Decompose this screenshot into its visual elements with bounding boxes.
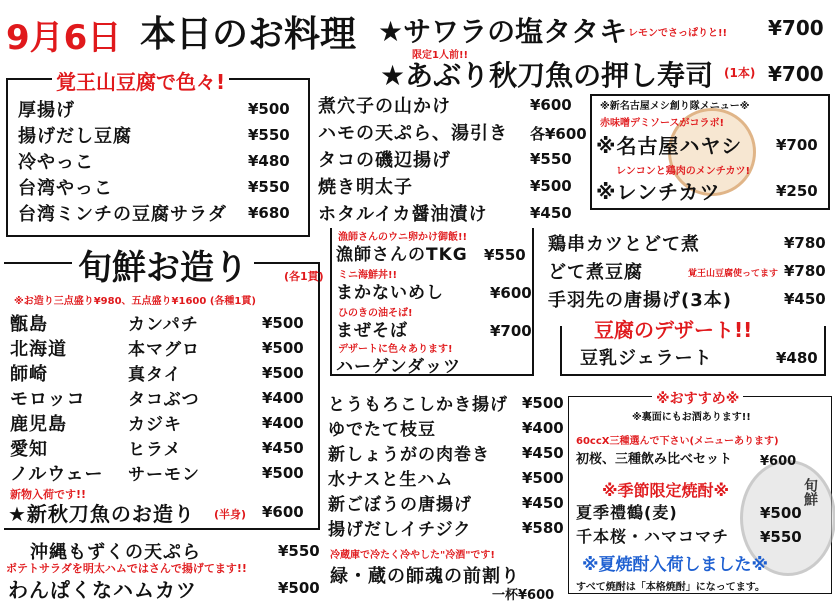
tofu-item-name: 冷やっこ xyxy=(18,152,94,173)
sashimi-price: ¥400 xyxy=(262,389,304,407)
mid1-item-name: ハモの天ぷら、湯引き xyxy=(318,123,508,144)
special2-note: 限定1人前!! xyxy=(412,50,469,61)
seasonal-title: ※季節限定焼酎※ xyxy=(602,481,730,500)
tofu-item-name: 台湾やっこ xyxy=(18,178,113,199)
sashimi-fish: カンパチ xyxy=(128,315,199,335)
nagoya-note-2: レンコンと鶏肉のメンチカツ! xyxy=(616,166,751,177)
tkg-item-2: まかないめし xyxy=(336,283,444,303)
special1-name: ★サワラの塩タタキ xyxy=(378,15,628,48)
summer-shochu: ※夏焼酎入荷しました※ xyxy=(582,555,769,575)
mid1-item-price: ¥550 xyxy=(530,150,572,168)
tkg-note-3: ひのきの油そば! xyxy=(338,308,413,319)
tofu-item-price: ¥550 xyxy=(248,178,290,196)
tofu-item-price: ¥480 xyxy=(248,152,290,170)
drinks-note-2: 60ccX三種選んで下さい(メニューあります) xyxy=(576,436,779,447)
mid1-item-name: タコの磯辺揚げ xyxy=(318,150,451,171)
tkg-note-2: ミニ海鮮丼!! xyxy=(338,270,398,281)
mid2-item-price: ¥500 xyxy=(522,469,564,487)
shochu-2-name: 千本桜・ハマコマチ xyxy=(576,527,730,546)
right-item-price: ¥780 xyxy=(784,234,826,252)
dessert-item: 豆乳ジェラート xyxy=(580,348,713,369)
tofu-item-price: ¥500 xyxy=(248,100,290,118)
sashimi-price: ¥500 xyxy=(262,464,304,482)
right-item-price: ¥450 xyxy=(784,290,826,308)
sashimi-origin: モロッコ xyxy=(10,389,86,410)
drinks-footer: すべて焼酎は「本格焼酎」になってます。 xyxy=(576,582,765,593)
mid2-item-price: ¥400 xyxy=(522,419,564,437)
sashimi-origin: 愛知 xyxy=(10,439,48,460)
tkg-item-3: まぜそば xyxy=(336,321,408,341)
sashimi-fish: サーモン xyxy=(128,465,200,485)
mid2-item-name: 水ナスと生ハム xyxy=(328,470,454,490)
tkg-price-1: ¥550 xyxy=(484,246,526,264)
special2-price: ¥700 xyxy=(768,62,824,86)
nagoya-price-2: ¥250 xyxy=(776,182,818,200)
mid2-item-name: 新ごぼうの唐揚げ xyxy=(328,495,472,515)
special1-price: ¥700 xyxy=(768,16,824,40)
hamkatsu-name: わんぱくなハムカツ xyxy=(8,578,197,602)
shochu-1-name: 夏季禮鶴(麦) xyxy=(576,503,678,522)
hamkatsu-note: ポテトサラダを明太ハムではさんで揚げてます!! xyxy=(6,562,247,575)
tkg-note-4: デザートに色々あります! xyxy=(338,344,453,355)
tkg-note-1: 漁師さんのウニ卵かけ御飯!! xyxy=(338,232,468,243)
sashimi-special-price: ¥600 xyxy=(262,503,304,521)
dessert-title: 豆腐のデザート!! xyxy=(590,314,756,343)
tofu-item-name: 揚げだし豆腐 xyxy=(18,126,132,147)
hamkatsu-price: ¥500 xyxy=(278,579,320,597)
sashimi-special-unit: (半身) xyxy=(214,508,247,521)
sashimi-origin: 甑島 xyxy=(10,314,48,335)
mid2-item-name: 新しょうがの肉巻き xyxy=(328,445,490,465)
tkg-item-4: ハーゲンダッツ xyxy=(336,357,461,377)
dessert-price: ¥480 xyxy=(776,349,818,367)
mid2-item-name: ゆでたて枝豆 xyxy=(328,420,436,440)
mid1-item-name: 煮穴子の山かけ xyxy=(318,96,451,117)
tkg-price-3: ¥700 xyxy=(490,322,532,340)
tkg-price-2: ¥600 xyxy=(490,284,532,302)
sake-name: 緑・蔵の師魂の前割り xyxy=(330,566,520,587)
sashimi-price: ¥500 xyxy=(262,364,304,382)
sashimi-origin: 北海道 xyxy=(10,339,67,360)
mozuku-name: 沖縄もずくの天ぷら xyxy=(30,542,201,563)
shochu-2-price: ¥550 xyxy=(760,528,802,546)
sashimi-title-note: (各1貫) xyxy=(284,270,324,283)
tofu-item-price: ¥680 xyxy=(248,204,290,222)
mid2-item-price: ¥450 xyxy=(522,494,564,512)
mozuku-price: ¥550 xyxy=(278,542,320,560)
mid1-item-price: 各¥600 xyxy=(530,125,587,143)
sashimi-price: ¥500 xyxy=(262,314,304,332)
mid2-item-price: ¥500 xyxy=(522,394,564,412)
sake-price: 一杯¥600 xyxy=(492,588,555,603)
mid1-item-name: 焼き明太子 xyxy=(318,177,413,198)
sashimi-note: ※お造り三点盛り¥980、五点盛り¥1600 (各種1貫) xyxy=(14,296,256,307)
mid1-item-name: ホタルイカ醤油漬け xyxy=(318,204,488,225)
right-item-price: ¥780 xyxy=(784,262,826,280)
right-item-name: 手羽先の唐揚げ(3本) xyxy=(548,290,732,311)
tofu-item-name: 厚揚げ xyxy=(18,100,75,121)
sashimi-fish: ヒラメ xyxy=(128,440,182,460)
sashimi-new-note: 新物入荷です!! xyxy=(10,488,87,501)
tkg-item-1: 漁師さんのTKG xyxy=(336,245,468,265)
sashimi-price: ¥450 xyxy=(262,439,304,457)
drinks-title: ※おすすめ※ xyxy=(652,388,743,408)
sashimi-price: ¥400 xyxy=(262,414,304,432)
date: 9月6日 xyxy=(6,18,122,58)
cold-sake-note: 冷蔵庫で冷たく冷やした"冷酒"です! xyxy=(330,550,495,561)
nagoya-item-1: ※名古屋ハヤシ xyxy=(596,134,743,158)
sashimi-price: ¥500 xyxy=(262,339,304,357)
sashimi-fish: カジキ xyxy=(128,415,182,435)
right-item-name: どて煮豆腐 xyxy=(548,262,643,283)
tofu-title: 覚王山豆腐で色々! xyxy=(52,66,229,95)
mid2-item-price: ¥580 xyxy=(522,519,564,537)
sashimi-fish: タコぶつ xyxy=(128,390,200,410)
mid2-item-name: とうもろこしかき揚げ xyxy=(328,395,508,415)
mid2-item-price: ¥450 xyxy=(522,444,564,462)
tofu-item-price: ¥550 xyxy=(248,126,290,144)
drinks-note-1: ※裏面にもお酒あります!! xyxy=(632,412,751,423)
special2-name: ★あぶり秋刀魚の押し寿司 xyxy=(380,59,714,92)
special1-note: レモンでさっぱりと!! xyxy=(628,28,728,39)
right-item-note: 覚王山豆腐使ってます xyxy=(688,269,779,279)
drinks-price-1: ¥600 xyxy=(760,454,797,469)
mid2-item-name: 揚げだしイチジク xyxy=(328,520,472,540)
sashimi-fish: 本マグロ xyxy=(128,340,200,360)
sashimi-title: 旬鮮お造り xyxy=(72,240,254,289)
mid1-item-price: ¥450 xyxy=(530,204,572,222)
shochu-1-price: ¥500 xyxy=(760,504,802,522)
page-title: 本日のお料理 xyxy=(140,14,357,55)
sashimi-fish: 真タイ xyxy=(128,365,182,385)
nagoya-note-1: 赤味噌デミソースがコラボ! xyxy=(600,118,725,129)
nagoya-title: ※新名古屋メシ創り隊メニュー※ xyxy=(600,101,750,112)
mid1-item-price: ¥600 xyxy=(530,96,572,114)
right-item-name: 鶏串カツとどて煮 xyxy=(548,234,700,255)
drinks-stamp-text: 旬鮮 xyxy=(802,478,818,506)
sashimi-origin: 鹿児島 xyxy=(10,414,67,435)
sashimi-origin: ノルウェー xyxy=(10,464,104,485)
special2-unit: (1本) xyxy=(724,66,756,80)
nagoya-price-1: ¥700 xyxy=(776,136,818,154)
tofu-item-name: 台湾ミンチの豆腐サラダ xyxy=(18,204,227,225)
mid1-item-price: ¥500 xyxy=(530,177,572,195)
nagoya-item-2: ※レンチカツ xyxy=(596,180,721,204)
drinks-item-1: 初桜、三種飲み比べセット xyxy=(576,452,733,467)
sashimi-special-name: ★新秋刀魚のお造り xyxy=(8,502,195,526)
sashimi-origin: 師崎 xyxy=(10,364,48,385)
